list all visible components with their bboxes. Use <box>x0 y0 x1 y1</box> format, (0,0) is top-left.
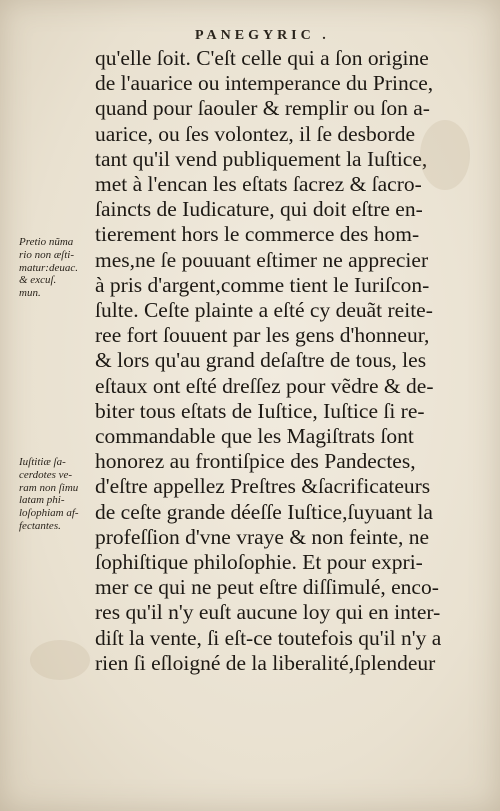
text-line: qu'elle ſoit. C'eſt celle qui a ſon origine <box>95 46 429 70</box>
text-line: mes,ne ſe pouuant eſtimer ne apprecier <box>95 247 429 272</box>
text-line: honorez au frontiſpice des Pandectes, <box>95 449 416 474</box>
text-line: ſaincts de Iudicature, qui doit eſtre en- <box>95 197 423 222</box>
text-line: de l'auarice ou intemperance du Prince, <box>95 71 434 96</box>
text-line: tant qu'il vend publiquement la Iuſtice, <box>95 146 428 171</box>
margin-note-line: Pretio nũma <box>19 236 74 248</box>
text-line: rien ſi eſloigné de la liberalité,ſplendeur <box>95 650 436 675</box>
text-line: tierement hors le commerce des hom- <box>95 222 420 247</box>
text-line: ſulte. Ceſte plainte a eſté cy deuãt reite- <box>95 298 433 323</box>
text-line: biter tous eſtats de Iuſtice, Iuſtice ſi re- <box>95 398 425 423</box>
margin-note-line: loſophiam af- <box>19 507 79 520</box>
text-line: eſtaux ont eſté dreſſez pour vẽdre & de- <box>95 373 434 398</box>
margin-note-line: mun. <box>19 287 41 300</box>
margin-note-line: & excuſ. <box>19 274 57 287</box>
text-line: & lors qu'au grand deſaſtre de tous, les <box>95 348 427 373</box>
margin-note-line: latam phi- <box>19 494 65 507</box>
margin-note-line: rio non æſti- <box>19 248 75 261</box>
page-stain <box>30 640 90 680</box>
text-line: profeſſion d'vne vraye & non feinte, ne <box>95 524 430 549</box>
text-line: met à l'encan les eſtats ſacrez & ſacro- <box>95 172 422 197</box>
text-line: ree fort ſouuent par les gens d'honneur, <box>95 323 430 348</box>
text-line: ſophiſtique philoſophie. Et pour expri- <box>95 550 423 575</box>
page-stain <box>420 120 470 190</box>
text-line: res qu'il n'y euſt aucune loy qui en inter- <box>95 600 441 625</box>
text-line: quand pour ſaouler & remplir ou ſon a- <box>95 96 430 121</box>
text-line: de ceſte grande déeſſe Iuſtice,ſuyuant la <box>95 499 433 524</box>
text-line: commandable que les Magiſtrats ſont <box>95 424 414 449</box>
margin-note-line: ram non ſimu <box>19 481 79 494</box>
margin-note-line: fectantes. <box>19 519 61 532</box>
text-line: uarice, ou ſes volontez, il ſe desborde <box>95 121 416 146</box>
margin-note-2 <box>19 456 79 533</box>
margin-note-line: Iuſtitiæ ſa- <box>19 456 66 468</box>
text-line: à pris d'argent,comme tient le Iuriſcon- <box>95 272 430 297</box>
margin-note-1 <box>19 236 78 300</box>
text-line: d'eſtre appellez Preſtres &ſacrificateurs <box>95 474 431 499</box>
body-text <box>95 46 457 676</box>
margin-note-line: cerdotes ve- <box>19 468 73 481</box>
text-line: mer ce qui ne peut eſtre diſſimulé, enco- <box>95 575 439 600</box>
text-line: diſt la vente, ſi eſt-ce toutefois qu'il n'y a <box>95 625 442 650</box>
running-header: PANEGYRIC . <box>195 28 330 43</box>
margin-note-line: matur:deuac. <box>19 261 78 274</box>
